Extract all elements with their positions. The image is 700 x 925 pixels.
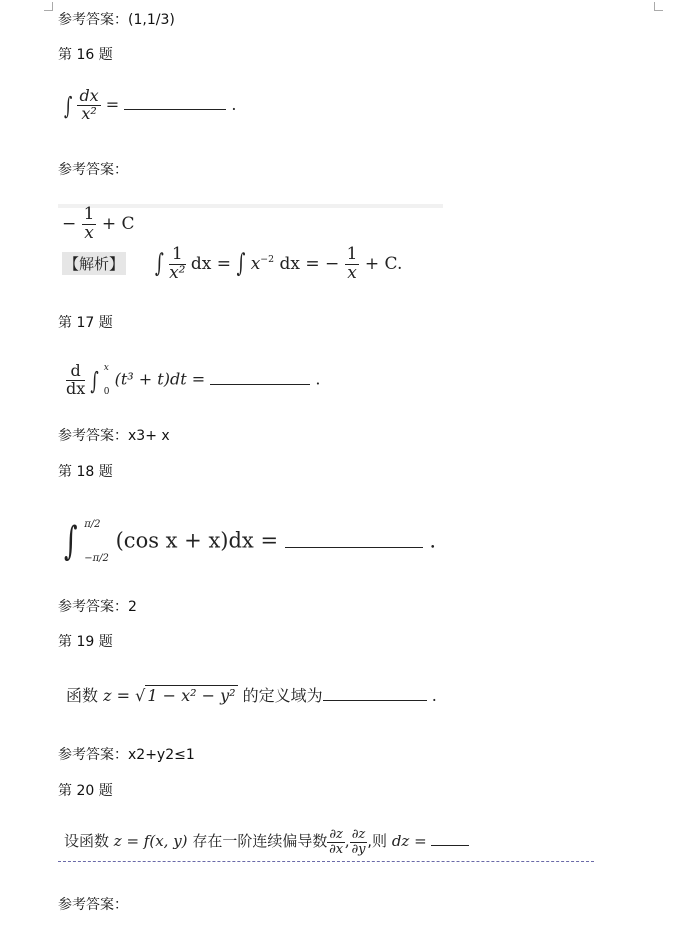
variable-expr: z = (103, 686, 131, 705)
question-19-title: 第 19 题 (58, 634, 113, 650)
equals-sign: = (105, 94, 120, 114)
period: . (231, 94, 237, 114)
answer-16-label: 参考答案： (58, 162, 128, 178)
answer-blank (210, 384, 310, 385)
fraction-numerator: 1 (83, 204, 95, 224)
answer-label: 参考答案： (58, 428, 128, 444)
answer-value: (1,1/3) (128, 12, 175, 28)
partial-derivative-y (350, 828, 368, 856)
integral-lower-limit: −π/2 (84, 553, 109, 564)
text-suffix: 的定义域为 (242, 686, 323, 705)
derivative-operator (66, 360, 86, 398)
sqrt-radicand: 1 − x² − y² (147, 686, 236, 705)
fraction-numerator: 1 (169, 246, 185, 265)
integral-sign: ∫ (154, 249, 164, 280)
partial-derivative-x (327, 828, 345, 856)
question-16-formula (64, 88, 236, 123)
fraction-numerator: ∂z (329, 827, 343, 842)
period: . (429, 528, 437, 553)
fraction-denominator: ∂x (329, 841, 344, 857)
fraction (77, 88, 100, 123)
minus-sign: − (62, 213, 77, 234)
answer-label: 参考答案： (58, 897, 128, 913)
answer-16-explanation (62, 246, 402, 283)
fraction-denominator: x (347, 262, 357, 283)
answer-label: 参考答案： (58, 599, 128, 615)
fraction (82, 206, 97, 243)
period: . (315, 369, 321, 389)
answer-15 (58, 11, 175, 29)
answer-16-result (62, 206, 135, 243)
integrand: (t³ + t)dt = (114, 369, 206, 389)
integral-sign: ∫ (64, 519, 78, 565)
fraction-numerator: 1 (346, 244, 358, 264)
page-corner-mark (44, 2, 53, 11)
fraction-denominator: dx (66, 378, 86, 398)
period: . (431, 686, 437, 705)
question-17-title: 第 17 题 (58, 315, 113, 331)
dashed-divider (58, 861, 594, 862)
power-base: x (250, 253, 261, 274)
answer-value: x3+ x (128, 428, 170, 444)
fraction-numerator: dx (79, 86, 99, 105)
question-17-formula (66, 356, 320, 404)
question-16-title: 第 16 题 (58, 47, 113, 63)
text-prefix: 设函数 (64, 832, 110, 851)
question-18-title: 第 18 题 (58, 464, 113, 480)
question-18-formula (64, 508, 436, 576)
question-19-formula (66, 683, 437, 706)
comma: , (344, 832, 350, 851)
integrand: (cos x + x)dx = (115, 528, 279, 553)
power-exponent: −2 (260, 254, 275, 266)
answer-18 (58, 598, 137, 616)
question-20-formula (64, 828, 469, 856)
answer-value: 2 (128, 599, 137, 615)
fraction-denominator: ∂y (351, 841, 366, 857)
fraction-numerator: ∂z (351, 827, 366, 842)
answer-blank (323, 700, 427, 701)
answer-label: 参考答案： (58, 747, 128, 763)
dx-equals: dx = − (279, 253, 340, 274)
answer-label: 参考答案： (58, 12, 128, 28)
fraction (345, 246, 360, 283)
answer-blank (124, 109, 226, 110)
function-expr: z = f(x, y) (113, 832, 188, 851)
answer-value: x2+y2≤1 (128, 747, 195, 763)
dx-equals: dx = (190, 253, 232, 274)
sqrt-symbol: √ (135, 686, 146, 705)
text-tail: ,则 (367, 832, 388, 851)
dz-expr: dz = (391, 832, 427, 851)
integral-sign: ∫ (90, 365, 99, 395)
integral-sign: ∫ (236, 249, 246, 280)
fraction-denominator: x (84, 222, 94, 243)
page-corner-mark (654, 2, 663, 11)
fraction-denominator: x² (81, 103, 97, 123)
constant-term: + C (101, 213, 135, 234)
text-prefix: 函数 (66, 686, 99, 705)
analysis-tag: 【解析】 (62, 252, 126, 275)
integral-lower-limit: 0 (103, 387, 110, 397)
fraction-numerator: d (66, 363, 85, 381)
answer-19 (58, 746, 195, 764)
answer-blank (285, 547, 423, 548)
fraction (169, 246, 185, 283)
integral-upper-limit: x (103, 363, 109, 373)
answer-20 (58, 896, 128, 914)
fraction-denominator: x² (169, 262, 186, 283)
constant-term: + C. (364, 253, 403, 274)
integral-sign: ∫ (64, 91, 73, 120)
answer-blank (431, 845, 469, 846)
answer-17 (58, 427, 170, 445)
question-20-title: 第 20 题 (58, 783, 113, 799)
text-middle: 存在一阶连续偏导数 (192, 832, 328, 851)
integral-upper-limit: π/2 (84, 519, 101, 530)
